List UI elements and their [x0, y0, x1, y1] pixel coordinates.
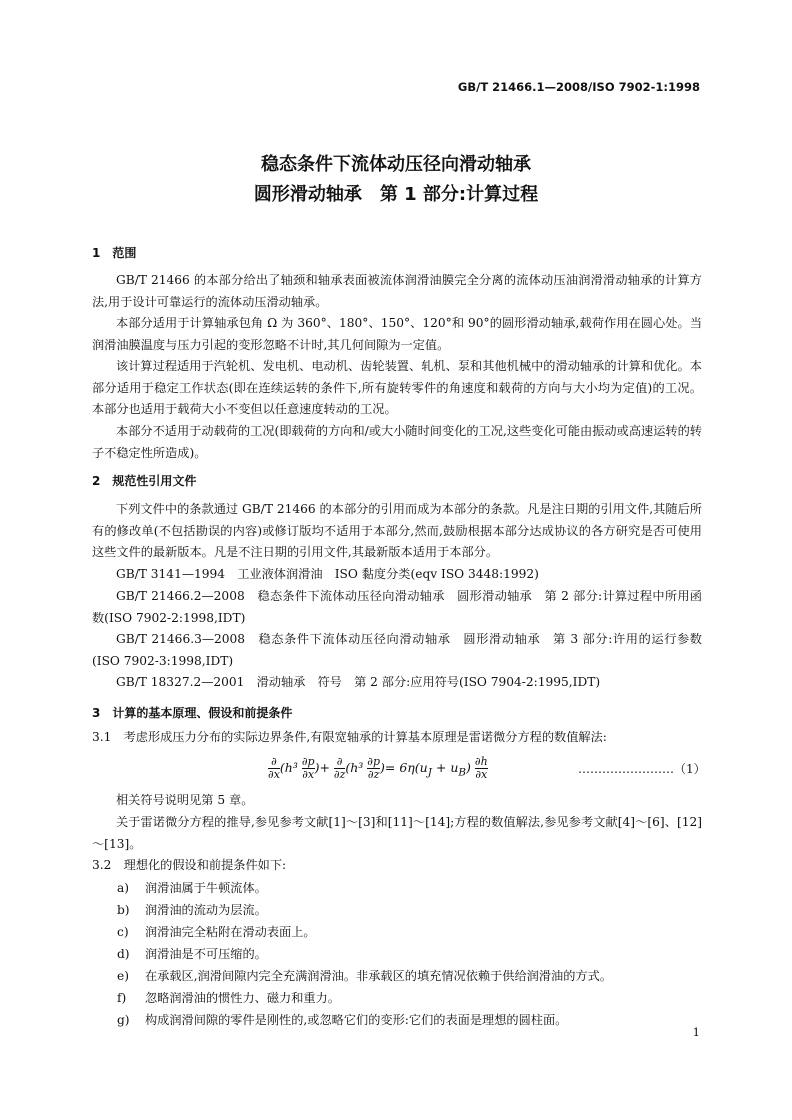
- section-1-paragraph-2: 本部分适用于计算轴承包角 Ω 为 360°、180°、150°、120°和 90°的圆形滑动轴承,载荷作用在圆心处。当润滑油膜温度与压力引起的变形忽略不计时,其几何间隙为一定值。: [92, 316, 702, 352]
- equation-number: ……………………（1）: [578, 762, 706, 776]
- page-number: 1: [692, 1025, 700, 1039]
- section-1-paragraph-3: 该计算过程适用于汽轮机、发电机、电动机、齿轮装置、轧机、泵和其他机械中的滑动轴承的计算和优化。本部分适用于稳定工作状态(即在连续运转的条件下,所有旋转零件的角速度和载荷的方向与大小均为定值)的工况。本部分也适用于载荷大小不变但以任意速度转动的工况。: [92, 359, 702, 416]
- section-2-heading: 2 规范性引用文件: [92, 474, 197, 488]
- clause-3-1: 3.1 考虑形成压力分布的实际边界条件,有限宽轴承的计算基本原理是雷诺微分方程的数值解法:: [92, 730, 607, 744]
- clause-3-2: 3.2 理想化的假设和前提条件如下:: [92, 858, 287, 872]
- list-item: f) 忽略润滑油的惯性力、磁力和重力。: [117, 991, 340, 1005]
- list-item: a) 润滑油属于牛顿流体。: [117, 881, 267, 895]
- section-1-paragraph-4: 本部分不适用于动载荷的工况(即载荷的方向和/或大小随时间变化的工况,这些变化可能由振动或高速运转的转子不稳定性所造成)。: [92, 424, 702, 460]
- standard-number-header: GB/T 21466.1—2008/ISO 7902-1:1998: [457, 80, 700, 94]
- document-title-line2: 圆形滑动轴承 第 1 部分:计算过程: [253, 184, 539, 205]
- reynolds-equation: $\frac{\partial}{\partial x}$ (h³ $\frac{\partial p}{\partial x}$ )+ $\frac{\partial}{\partial z}$ (h³ $\frac{\partial p}{\partial z}$ )= $6\eta(u_J + u_B)$ $\frac{\partial h}{\partial x}$: [268, 755, 488, 781]
- section-3-heading: 3 计算的基本原理、假设和前提条件: [92, 706, 293, 720]
- section-1-heading: 1 范围: [92, 246, 137, 260]
- symbols-note: 相关符号说明见第 5 章。: [116, 793, 254, 807]
- list-item: c) 润滑油完全粘附在滑动表面上。: [117, 925, 316, 939]
- reference-2: GB/T 21466.2—2008 稳态条件下流体动压径向滑动轴承 圆形滑动轴承 第 2 部分:计算过程中所用函数(ISO 7902-2:1998,IDT): [92, 589, 702, 625]
- reference-3: GB/T 21466.3—2008 稳态条件下流体动压径向滑动轴承 圆形滑动轴承 第 3 部分:许用的运行参数(ISO 7902-3:1998,IDT): [92, 632, 702, 668]
- section-1-paragraph-1: GB/T 21466 的本部分给出了轴颈和轴承表面被流体润滑油膜完全分离的流体动压油润滑滑动轴承的计算方法,用于设计可靠运行的流体动压滑动轴承。: [92, 273, 702, 309]
- reference-1: GB/T 3141—1994 工业液体润滑油 ISO 黏度分类(eqv ISO 3448:1992): [116, 567, 539, 581]
- document-title-line1: 稳态条件下流体动压径向滑动轴承: [261, 154, 531, 175]
- section-2-paragraph-1: 下列文件中的条款通过 GB/T 21466 的本部分的引用而成为本部分的条款。凡是注日期的引用文件,其随后所有的修改单(不包括勘误的内容)或修订版均不适用于本部分,然而,鼓励根据本部分达成协议的各方研究是否可使用这些文件的最新版本。凡是不注日期的引用文件,其最新版本适用于本部分。: [92, 502, 702, 559]
- list-item: e) 在承载区,润滑间隙内完全充满润滑油。非承载区的填充情况依赖于供给润滑油的方式。: [117, 969, 612, 983]
- list-item: b) 润滑油的流动为层流。: [117, 903, 267, 917]
- list-item: d) 润滑油是不可压缩的。: [117, 947, 267, 961]
- reference-4: GB/T 18327.2—2001 滑动轴承 符号 第 2 部分:应用符号(ISO 7904-2:1995,IDT): [116, 675, 601, 689]
- list-item: g) 构成润滑间隙的零件是刚性的,或忽略它们的变形:它们的表面是理想的圆柱面。: [117, 1013, 568, 1027]
- literature-references: 关于雷诺微分方程的推导,参见参考文献[1]～[3]和[11]～[14];方程的数值解法,参见参考文献[4]～[6]、[12]～[13]。: [92, 815, 702, 851]
